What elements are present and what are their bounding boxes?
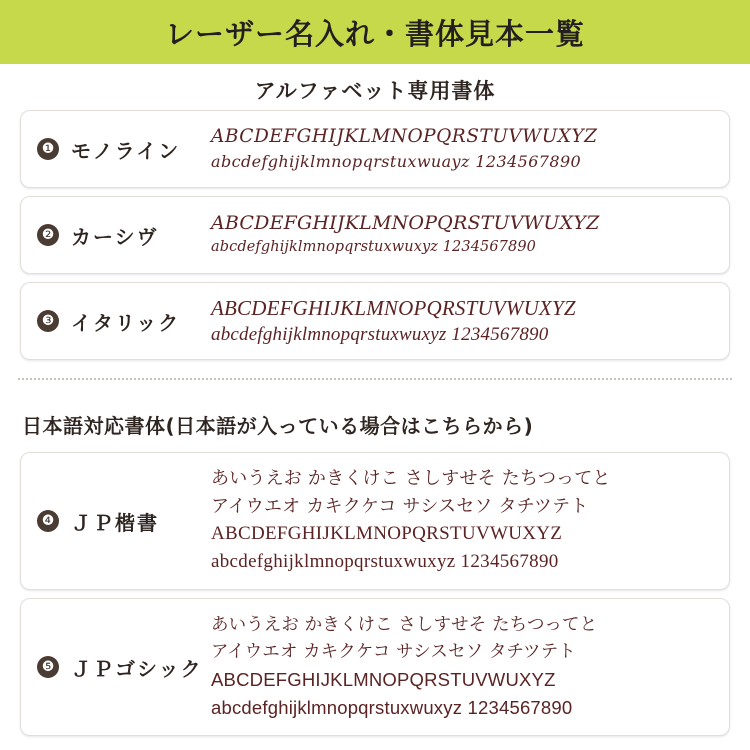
header-banner <box>0 0 750 64</box>
page-title: レーザー名入れ・書体見本一覧 <box>164 16 585 51</box>
number-badge-5: ❺ <box>37 656 59 678</box>
font-row-italic[interactable] <box>20 282 730 360</box>
section-divider <box>18 378 732 380</box>
section-heading-japanese: 日本語対応書体(日本語が入っている場合はこちらから) <box>22 414 534 438</box>
font-label-jp-kaisho <box>21 507 211 536</box>
sample-line-hiragana: あいうえお かきくけこ さしすせそ たちつってと <box>211 468 611 490</box>
font-name-italic: イタリック <box>71 310 181 335</box>
sample-line-lowercase: abcdefghijklmnopqrstuxwuayz 1234567890 <box>211 151 582 171</box>
number-badge-1: ❶ <box>37 138 59 160</box>
sample-line-uppercase: ABCDEFGHIJKLMNOPQRSTUVWUXYZ <box>211 295 576 320</box>
font-label-cursive <box>21 221 211 250</box>
font-name-jp-kaisho: ＪＰ楷書 <box>71 510 159 535</box>
sample-line-lowercase: abcdefghijklmnopqrstuxwuxyz 1234567890 <box>211 323 549 345</box>
font-row-monoline[interactable] <box>20 110 730 188</box>
section-heading-alphabet: アルファベット専用書体 <box>254 79 496 103</box>
font-label-italic <box>21 307 211 336</box>
font-row-jp-gothic[interactable] <box>20 598 730 736</box>
sample-line-uppercase: ABCDEFGHIJKLMNOPQRSTUVWUXYZ <box>211 212 600 235</box>
font-row-cursive[interactable] <box>20 196 730 274</box>
font-name-monoline: モノライン <box>71 138 181 163</box>
sample-line-lowercase: abcdefghijklmnopqrstuxwuxyz 1234567890 <box>211 551 559 573</box>
font-label-monoline <box>21 135 211 164</box>
sample-line-hiragana: あいうえお かきくけこ さしすせそ たちつってと <box>211 615 598 636</box>
font-sample-cursive <box>211 211 729 258</box>
sample-line-lowercase: abcdefghijklmnopqrstuxwuxyz 1234567890 <box>211 697 573 719</box>
font-name-cursive: カーシヴ <box>71 224 159 249</box>
sample-line-uppercase: ABCDEFGHIJKLMNOPQRSTUVWUXYZ <box>211 522 563 544</box>
number-badge-2: ❷ <box>37 224 59 246</box>
sample-line-lowercase: abcdefghijklmnopqrstuxwuxyz 1234567890 <box>211 238 536 255</box>
sample-line-uppercase: ABCDEFGHIJKLMNOPQRSTUVWUXYZ <box>211 669 556 691</box>
font-sample-italic <box>211 295 729 348</box>
font-sample-monoline <box>211 125 729 173</box>
font-sample-jp-gothic <box>211 612 729 722</box>
font-name-jp-gothic: ＪＰゴシック <box>71 656 203 681</box>
number-badge-3: ❸ <box>37 310 59 332</box>
font-sample-jp-kaisho <box>211 465 729 577</box>
sample-line-uppercase: ABCDEFGHIJKLMNOPQRSTUVWUXYZ <box>211 125 598 147</box>
number-badge-4: ❹ <box>37 510 59 532</box>
font-row-jp-kaisho[interactable] <box>20 452 730 590</box>
font-label-jp-gothic <box>21 653 211 682</box>
sample-line-katakana: アイウエオ カキクケコ サシスセソ タチツテト <box>211 642 576 663</box>
sample-line-katakana: アイウエオ カキクケコ サシスセソ タチツテト <box>211 495 589 517</box>
